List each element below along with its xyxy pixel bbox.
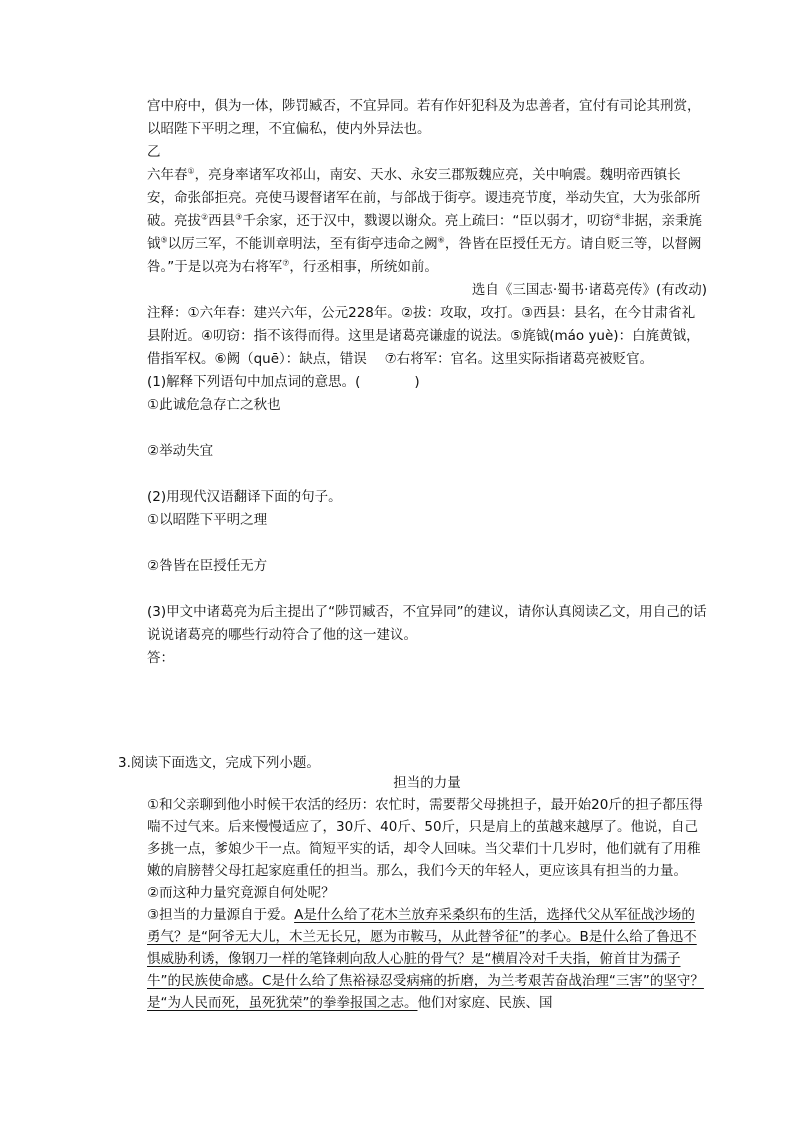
question-2-prompt: (2)用现代汉语翻译下面的句子。 [147, 489, 342, 505]
passage-yi: 六年春①，亮身率诸军攻祁山，南安、天水、永安三郡叛魏应亮，关中响震。魏明帝西镇长安，命张郃拒亮。亮使马谡督诸军在前，与郃战于街亭。谡违亮节度，举动失宜，大为张郃所破。亮拔②西县③千余家，还于汉中，戮谡以谢众。亮上疏曰：“臣以弱才，叨窃④非据，亲秉旄钺⑤以厉三军，不能训章明法，至有街亭违命之阙⑥，咎皆在臣授任无方。请自贬三等，以督阙咎。”于是以亮为右将军⑦，行丞相事，所统如前。 [147, 166, 703, 275]
question-1-prompt: (1)解释下列语句中加点词的意思。( ) [147, 374, 420, 390]
essay-paragraph-1: ①和父亲聊到他小时候干农活的经历：农忙时，需要帮父母挑担子，最开始20斤的担子都压得喘不过气来。后来慢慢适应了，30斤、40斤、50斤，只是肩上的茧越来越厚了。他说，自己多挑一点，爹娘少干一点。简短平实的话，却令人回味。当父辈们十几岁时，他们就有了用稚嫩的肩膀替父母扛起家庭重任的担当。那么，我们今天的年轻人，更应该具有担当的力量。 [147, 797, 703, 879]
section-3-heading: 3.阅读下面选文，完成下列小题。 [118, 755, 320, 771]
passage-block [147, 95, 707, 670]
answer-label: 答： [147, 650, 174, 666]
annotations: 注释：①六年春：建兴六年，公元228年。②拔：攻取，攻打。③西县：县名，在今甘肃省礼县附近。④叨窃：指不该得而得。这里是诸葛亮谦虚的说法。⑤旄钺(máo yuè)：白旄黄钺，借指军权。⑥阙（quē）：缺点，错误 ⑦右将军：官名。这里实际指诸葛亮被贬官。 [147, 305, 700, 367]
question-2-item-a: ①以昭陛下平明之理 [147, 512, 268, 528]
label-yi: 乙 [147, 144, 161, 160]
question-3-prompt: (3)甲文中诸葛亮为后主提出了“陟罚臧否，不宜异同”的建议，请你认真阅读乙文，用自己的话说说诸葛亮的哪些行动符合了他的这一建议。 [147, 604, 707, 643]
essay-paragraph-2: ②而这种力量究竟源自何处呢？ [147, 885, 335, 901]
passage-jia-ending: 宫中府中，俱为一体，陟罚臧否，不宜异同。若有作奸犯科及为忠善者，宜付有司论其刑赏，以昭陛下平明之理，不宜偏私，使内外异法也。 [147, 98, 701, 137]
source-citation: 选自《三国志·蜀书·诸葛亮传》(有改动) [471, 282, 707, 298]
essay-block [147, 772, 707, 1014]
question-2-item-b: ②咎皆在臣授任无方 [147, 558, 268, 574]
question-1-item-b: ②举动失宜 [147, 443, 214, 459]
essay-title: 担当的力量 [393, 775, 461, 791]
essay-paragraph-3: ③担当的力量源自于爱。A是什么给了花木兰放弃采桑织布的生活，选择代父从军征战沙场的勇气？是“阿爷无大儿，木兰无长兄，愿为市鞍马，从此替爷征”的孝心。B是什么给了鲁迅不惧威胁利诱，像钢刀一样的笔锋刺向敌人心脏的骨气？是“横眉冷对千夫指，俯首甘为孺子牛”的民族使命感。C是什么给了焦裕禄忍受病痛的折磨，为兰考艰苦奋战治理“三害”的坚守？是“为人民而死，虽死犹荣”的拳拳报国之志。他们对家庭、民族、国 [147, 907, 704, 1011]
question-1-item-a: ①此诚危急存亡之秋也 [147, 397, 281, 413]
underlined-passage: A是什么给了花木兰放弃采桑织布的生活，选择代父从军征战沙场的勇气？是“阿爷无大儿，木兰无长兄，愿为市鞍马，从此替爷征”的孝心。B是什么给了鲁迅不惧威胁利诱，像钢刀一样的笔锋刺向敌人心脏的骨气？是“横眉冷对千夫指，俯首甘为孺子牛”的民族使命感。C是什么给了焦裕禄忍受病痛的折磨，为兰考艰苦奋战治理“三害”的坚守？是“为人民而死，虽死犹荣”的拳拳报国之志。 [147, 907, 704, 1011]
